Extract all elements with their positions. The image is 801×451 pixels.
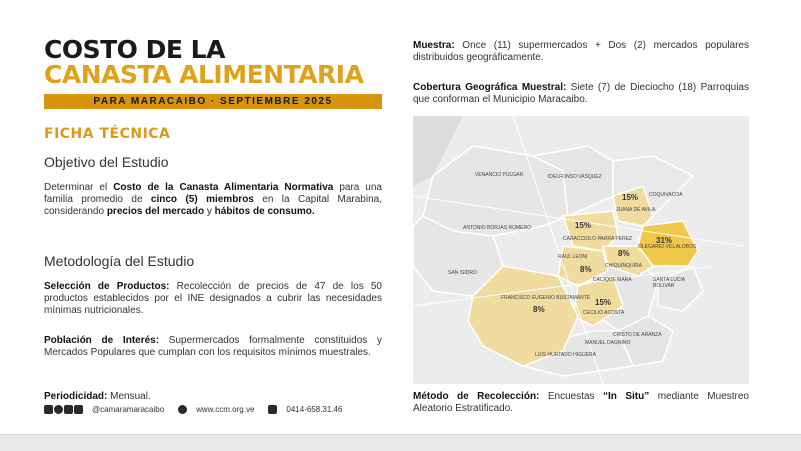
pct-caracciolo-parra-perez: 15%	[575, 221, 592, 230]
title-line-1: COSTO DE LA	[44, 35, 225, 64]
objetivo-text-2: para una familia promedio de	[44, 182, 382, 205]
label-raul-leoni: RAUL LEONI	[558, 254, 588, 260]
pct-chiquinquira: 8%	[618, 249, 630, 258]
bottom-band	[0, 434, 801, 451]
website-link[interactable]: www.ccm.org.ve	[196, 405, 255, 415]
title-line-2: CANASTA ALIMENTARIA	[44, 60, 364, 89]
objetivo-text-1: Determinar el	[44, 182, 114, 193]
label-luis-hurtado-higuera: LUIS HURTADO HIGUERA	[535, 352, 596, 358]
metodo-label: Método de Recolección:	[413, 391, 540, 402]
label-antonio-borjas-romero: ANTONIO BORJAS ROMERO	[463, 225, 531, 231]
muestra-label: Muestra:	[413, 40, 455, 51]
label-francisco-eugenio-bustamante: FRANCISCO EUGENIO BUSTAMANTE	[501, 295, 591, 301]
parish-map	[413, 116, 749, 384]
pct-olegario-villalobos: 31%	[656, 236, 673, 245]
x-icon	[74, 405, 83, 414]
metodo-text: mediante Muestreo Aleatorio Estratificado.	[413, 391, 749, 414]
globe-icon	[178, 405, 187, 414]
tiktok-icon	[64, 405, 73, 414]
pct-juana-de-avila: 15%	[622, 193, 639, 202]
pct-francisco-eugenio-bustamante: 8%	[533, 305, 545, 314]
seleccion-label: Selección de Productos:	[44, 281, 170, 292]
label-chiquinquira: CHIQUINQUIRA	[605, 263, 642, 269]
ficha-tecnica-heading: FICHA TÉCNICA	[44, 126, 171, 142]
label-cecilio-acosta: CECILIO ACOSTA	[583, 310, 625, 316]
poblacion-label: Población de Interés:	[44, 335, 160, 346]
facebook-icon	[54, 405, 63, 414]
label-manuel-dagnino: MANUEL DAGNINO	[585, 340, 631, 346]
label-coquivacoa: COQUIVACOA	[649, 192, 683, 198]
objetivo-text-4: y	[204, 206, 215, 217]
social-handle[interactable]: @camaramaracaibo	[92, 405, 165, 415]
metodo-paragraph	[413, 391, 749, 415]
objetivo-bold-3: precios del mercado	[106, 206, 205, 217]
social-icons	[44, 405, 84, 414]
cobertura-paragraph	[413, 82, 749, 106]
contact-footer	[44, 405, 342, 414]
metodo-bold: “In Situ”	[603, 391, 650, 402]
subtitle-banner: PARA MARACAIBO · SEPTIEMBRE 2025	[44, 94, 382, 109]
cobertura-text: Siete (7) de Dieciocho (18) Parroquias que conforman el Municipio Maracaibo.	[413, 82, 749, 105]
objetivo-bold-4: hábitos de consumo.	[214, 206, 315, 217]
instagram-icon	[44, 405, 53, 414]
label-idelfonso-vasquez: IDELFONSO VASQUEZ	[548, 174, 602, 180]
label-olegario-villalobos: OLEGARIO VILLALOBOS	[638, 244, 697, 250]
objetivo-paragraph	[44, 182, 382, 218]
objetivo-bold-1: Costo de la Canasta Alimentaria Normativa	[113, 182, 334, 193]
label-san-isidro: SAN ISIDRO	[448, 270, 477, 276]
periodicidad-paragraph	[44, 391, 382, 403]
metodo-mid: Encuestas	[539, 391, 604, 402]
pct-cacique-mara: 8%	[580, 265, 592, 274]
label-cristo-de-aranza: CRISTO DE ARANZA	[613, 332, 662, 338]
poblacion-paragraph	[44, 335, 382, 359]
label-cacique-mara: CACIQUE MARA	[593, 277, 632, 283]
label-juana-de-avila: JUANA DE AVILA	[616, 207, 656, 213]
objetivo-heading: Objetivo del Estudio	[44, 154, 169, 170]
poblacion-text: Supermercados formalmente constituidos y Mercados Populares que cumplan con los requisitos mínimos muestrales.	[44, 335, 382, 358]
periodicidad-label: Periodicidad:	[44, 391, 108, 402]
parish-map-svg	[413, 116, 749, 384]
seleccion-text: Recolección de precios de 47 de los 50 productos establecidos por el INE designados a cubrir las necesidades mínimas nutricionales.	[44, 281, 382, 316]
objetivo-bold-2: cinco (5) miembros	[150, 194, 254, 205]
cobertura-label: Cobertura Geográfica Muestral:	[413, 82, 567, 93]
periodicidad-text: Mensual.	[107, 391, 151, 402]
label-santa-lucia: SANTA LUCIA	[653, 277, 686, 283]
objetivo-text-3: en la Capital Marabina, considerando	[44, 194, 382, 217]
muestra-text: Once (11) supermercados + Dos (2) mercados populares distribuidos geográficamente.	[413, 40, 749, 63]
metodologia-heading: Metodología del Estudio	[44, 253, 195, 269]
label-bolivar: BOLIVAR	[653, 283, 675, 289]
whatsapp-icon	[268, 405, 277, 414]
phone-number[interactable]: 0414-658.31.46	[286, 405, 343, 415]
seleccion-paragraph	[44, 281, 382, 317]
label-venancio-pulgar: VENANCIO PULGAR	[475, 172, 524, 178]
muestra-paragraph	[413, 40, 749, 64]
pct-cecilio-acosta: 15%	[595, 298, 612, 307]
label-caracciolo-parra-perez: CARACCIOLO PARRA PEREZ	[563, 236, 633, 242]
